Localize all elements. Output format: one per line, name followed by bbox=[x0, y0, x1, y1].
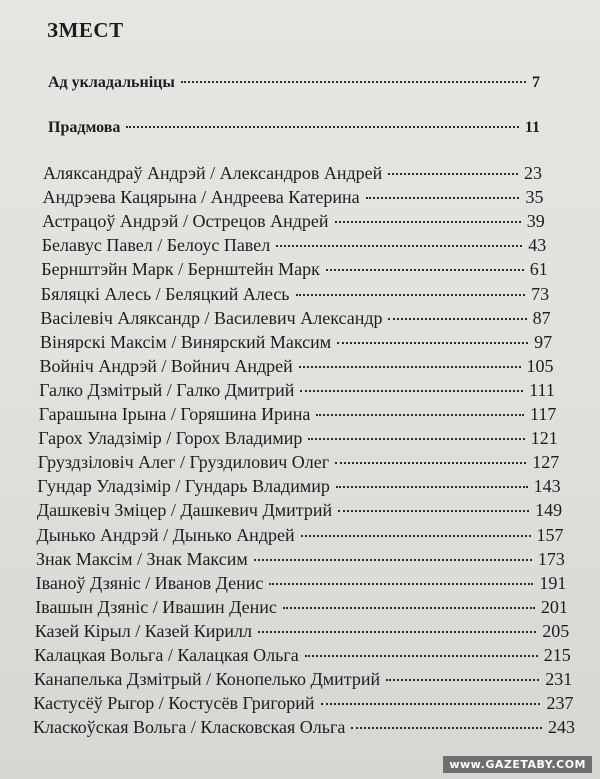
dot-leader bbox=[254, 559, 532, 561]
toc-page-number: 87 bbox=[532, 307, 551, 328]
toc-label: Белавус Павел / Белоус Павел bbox=[41, 235, 271, 256]
toc-page-number: 201 bbox=[540, 596, 568, 617]
dot-leader bbox=[299, 366, 521, 368]
toc-label: Бернштэйн Марк / Бернштейн Марк bbox=[41, 259, 320, 280]
toc-label: Галко Дзмітрый / Галко Дмитрий bbox=[39, 379, 295, 400]
toc-label: Канапелька Дзмітрый / Конопелько Дмитрий bbox=[33, 669, 381, 690]
toc-page-number: 39 bbox=[526, 211, 545, 232]
toc-label: Гарашына Ірына / Горяшина Ирина bbox=[38, 404, 311, 424]
toc-label: Гундар Уладзімір / Гундарь Владимир bbox=[37, 476, 330, 497]
dot-leader bbox=[335, 462, 526, 464]
toc-label: Іваноў Дзяніс / Иванов Денис bbox=[35, 572, 264, 593]
toc-page-number: 231 bbox=[545, 669, 573, 690]
dot-leader bbox=[351, 727, 542, 729]
toc-label: Гарох Уладзімір / Горох Владимир bbox=[38, 428, 303, 449]
dot-leader bbox=[296, 294, 526, 296]
toc-page-number: 35 bbox=[525, 187, 544, 208]
toc-page-number: 23 bbox=[524, 163, 542, 183]
dot-leader bbox=[366, 197, 520, 199]
toc-page-number: 143 bbox=[533, 476, 561, 497]
toc-label: Астрацоў Андрэй / Острецов Андрей bbox=[42, 211, 329, 232]
toc-section-preface bbox=[48, 119, 540, 137]
toc-page-number: 105 bbox=[526, 355, 554, 376]
toc-label: Дынько Андрэй / Дынько Андрей bbox=[36, 524, 295, 545]
dot-leader bbox=[336, 486, 528, 488]
toc-label: Вінярскі Максім / Винярский Максим bbox=[40, 331, 332, 352]
toc-entry bbox=[34, 645, 570, 666]
site-watermark: www.GAZETABY.COM bbox=[443, 756, 592, 773]
toc-entry bbox=[37, 500, 562, 521]
toc-entry bbox=[43, 187, 544, 208]
dot-leader bbox=[326, 269, 524, 271]
toc-entry bbox=[38, 428, 558, 449]
toc-entry bbox=[42, 211, 545, 232]
dot-leader bbox=[283, 607, 535, 609]
toc-entry bbox=[42, 235, 547, 256]
toc-label: Ад укладальніцы bbox=[48, 74, 175, 91]
dot-leader bbox=[301, 535, 531, 537]
toc-entry bbox=[39, 404, 557, 425]
toc-label: Кастусёў Рыгор / Костусёв Григорий bbox=[33, 693, 315, 714]
dot-leader bbox=[321, 703, 541, 705]
toc-label: Калацкая Вольга / Калацкая Ольга bbox=[34, 645, 299, 665]
toc-label: Казей Кірыл / Казей Кирилл bbox=[34, 620, 252, 641]
toc-page-number: 237 bbox=[546, 693, 574, 714]
toc-label: Бяляцкі Алесь / Беляцкий Алесь bbox=[40, 283, 290, 304]
toc-page-number: 191 bbox=[539, 572, 567, 593]
toc-page-number: 11 bbox=[524, 119, 540, 136]
toc-entry bbox=[40, 356, 554, 377]
toc-entry bbox=[36, 549, 565, 570]
toc-page-number: 121 bbox=[530, 428, 558, 449]
toc-entry bbox=[41, 284, 549, 305]
toc-entry bbox=[40, 332, 552, 353]
toc-entry bbox=[33, 717, 575, 738]
toc-page-number: 215 bbox=[543, 645, 571, 665]
toc-page-number: 43 bbox=[528, 235, 547, 256]
toc-page-number: 73 bbox=[531, 283, 550, 304]
toc-page-number: 127 bbox=[532, 452, 560, 473]
dot-leader bbox=[308, 438, 524, 440]
toc-page-number: 149 bbox=[535, 500, 563, 521]
toc-label: Знак Максім / Знак Максим bbox=[36, 548, 248, 569]
dot-leader bbox=[126, 126, 519, 128]
dot-leader bbox=[337, 342, 528, 344]
toc-label: Войніч Андрэй / Войнич Андрей bbox=[39, 355, 293, 376]
toc-page-number: 205 bbox=[542, 620, 570, 641]
toc-label: Класкоўская Вольга / Класковская Ольга bbox=[33, 717, 346, 738]
toc-page-number: 111 bbox=[529, 379, 555, 400]
toc-page-number: 157 bbox=[536, 524, 564, 545]
toc-entry bbox=[37, 525, 564, 546]
dot-leader bbox=[258, 631, 536, 633]
toc-label: Івашын Дзяніс / Ивашин Денис bbox=[35, 596, 277, 617]
toc-entry bbox=[40, 308, 550, 329]
toc-page-number: 117 bbox=[530, 404, 557, 424]
toc-entry bbox=[35, 597, 568, 618]
toc-page-number: 243 bbox=[548, 717, 575, 738]
toc-label: Груздзіловіч Алег / Груздилович Олег bbox=[37, 452, 330, 473]
dot-leader bbox=[269, 583, 533, 585]
toc-entry bbox=[38, 452, 559, 473]
toc-entry bbox=[37, 476, 560, 497]
toc-entry bbox=[39, 380, 555, 401]
dot-leader bbox=[181, 81, 526, 83]
dot-leader bbox=[338, 510, 529, 512]
toc-label: Прадмова bbox=[48, 119, 121, 136]
dot-leader bbox=[335, 221, 521, 223]
toc-section-foreword-compiler bbox=[48, 74, 540, 92]
dot-leader bbox=[388, 173, 518, 175]
toc-label: Васілевіч Аляксандр / Василевич Александр bbox=[40, 307, 383, 328]
dot-leader bbox=[276, 245, 522, 247]
toc-entry bbox=[34, 669, 572, 690]
toc-entry bbox=[35, 621, 570, 642]
toc-page-number: 7 bbox=[532, 74, 540, 91]
contents-title: ЗМЕСТ bbox=[47, 18, 124, 42]
dot-leader bbox=[300, 390, 523, 392]
dot-leader bbox=[386, 679, 539, 681]
toc-label: Дашкевіч Зміцер / Дашкевич Дмитрий bbox=[36, 500, 333, 521]
toc-label: Аляксандраў Андрэй / Александров Андрей bbox=[43, 163, 383, 183]
toc-entry bbox=[43, 163, 542, 184]
toc-page-number: 97 bbox=[534, 331, 553, 352]
toc-page-number: 61 bbox=[529, 259, 548, 280]
dot-leader bbox=[316, 414, 524, 416]
toc-entry bbox=[36, 573, 567, 594]
dot-leader bbox=[388, 318, 526, 320]
toc-page-number: 173 bbox=[537, 548, 565, 569]
dot-leader bbox=[305, 655, 538, 657]
toc-entry bbox=[33, 693, 573, 714]
toc-entry bbox=[41, 259, 548, 280]
toc-label: Андрэева Кацярына / Андреева Катерина bbox=[42, 187, 360, 208]
